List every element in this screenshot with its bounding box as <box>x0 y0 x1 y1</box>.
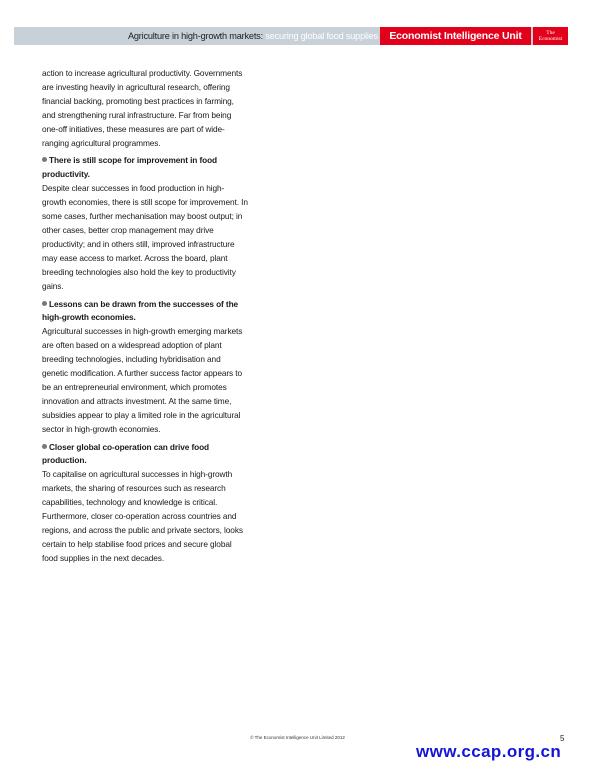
section-body: Despite clear successes in food production in high-growth economies, there is still scope for improvement. In some cases, further mechanisation may boost output; in other cases, better crop management may drive productivity; and in others still, improved infrastructure may ease access to market. Across the board, plant breeding technologies also hold the key to productivity gains. <box>42 183 248 291</box>
section-3 <box>42 441 248 566</box>
intro-paragraph: action to increase agricultural productivity. Governments are investing heavily in agricultural research, offering financial backing, promoting best practices in farming, and strengthening rural infrastructure. Far from being one-off initiatives, these measures are part of wide-ranging agricultural programmes. <box>42 68 243 148</box>
website-watermark: www.ccap.org.cn <box>416 742 562 761</box>
section-2 <box>42 298 248 437</box>
section-heading <box>42 154 248 182</box>
economist-logo <box>533 27 568 45</box>
main-text-column <box>42 67 248 566</box>
section-heading-text: Closer global co-operation can drive food production. <box>42 441 210 466</box>
section-heading-text: There is still scope for improvement in food productivity. <box>42 155 218 180</box>
page-number: 5 <box>560 734 565 743</box>
section-body: To capitalise on agricultural successes in high-growth markets, the sharing of resources such as research capabilities, technology and knowledge is critical. Furthermore, closer co-operation across countries and regions, and across the public and private sectors, looks certain to help stabilise food prices and secure global food supplies in the next decades. <box>42 469 243 563</box>
section-1 <box>42 154 248 293</box>
report-title-main: Agriculture in high-growth markets: <box>127 31 263 41</box>
bullet-icon <box>42 157 47 162</box>
logo-line-2: Economist <box>538 36 563 42</box>
report-title <box>14 27 378 45</box>
section-body: Agricultural successes in high-growth emerging markets are often based on a widespread adoption of plant breeding technologies, including hybridisation and genetic modification. A further success factor appears to be an entrepreneurial environment, which promotes innovation and attracts investment. At the same time, subsidies appear to play a limited role in the agricultural sector in high-growth economies. <box>42 326 243 434</box>
section-heading <box>42 298 248 326</box>
section-heading-text: Lessons can be drawn from the successes of the high-growth economies. <box>42 298 239 323</box>
bullet-icon <box>42 301 47 306</box>
publisher-label: Economist Intelligence Unit <box>380 27 531 45</box>
bullet-icon <box>42 444 47 449</box>
section-heading <box>42 441 248 469</box>
copyright-notice: © The Economist Intelligence Unit Limited 2012 <box>250 735 345 740</box>
logo-line-1: The <box>546 30 555 36</box>
report-title-subtitle: securing global food supplies <box>265 31 378 41</box>
